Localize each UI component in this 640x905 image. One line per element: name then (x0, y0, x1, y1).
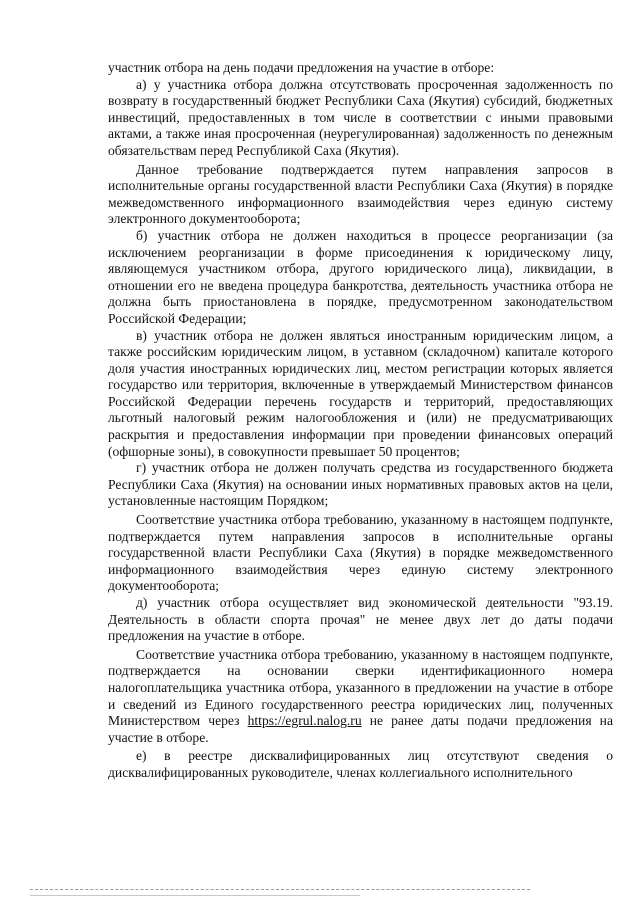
document-body (108, 60, 613, 782)
paragraph-intro: участник отбора на день подачи предложения на участие в отборе: (108, 60, 495, 75)
paragraph-d-confirmation (108, 647, 613, 747)
paragraph-g-confirmation: Соответствие участника отбора требованию, указанному в настоящем подпункте, подтверждается путем направления запросов в исполнительные органы государственной власти Республики Саха (Якутия) в порядке межведомственного информационного взаимодействия через единую систему электронного документооборота; (108, 512, 613, 594)
paragraph-b: б) участник отбора не должен находиться в процессе реорганизации (за исключением реорганизации в форме присоединения к юридическому лицу, являющемуся участником отбора, другого юридического лица), ликвидации, в отношении его не введена процедура банкротства, деятельность участника отбора не должна быть приостановлена в порядке, предусмотренном законодательством Российской Федерации; (108, 227, 613, 326)
paragraph-v: в) участник отбора не должен являться иностранным юридическим лицом, а также российским юридическим лицом, в уставном (складочном) капитале которого доля участия иностранных юридических лиц, местом регистрации которых является государство или территория, включенные в утверждаемый Министерством финансов Российской Федерации перечень государств и территорий, предоставляющих льготный налоговый режим налогообложения и (или) не предусматривающих раскрытия и предоставления информации при проведении финансовых операций (офшорные зоны), в совокупности превышает 50 процентов; (108, 327, 613, 459)
paragraph-e: е) в реестре дисквалифицированных лиц отсутствуют сведения о дисквалифицированных руководителе, членах коллегиального исполнительного (108, 748, 613, 780)
footer-divider-secondary (30, 895, 360, 896)
paragraph-d: д) участник отбора осуществляет вид экономической деятельности "93.19. Деятельность в области спорта прочая" не менее двух лет до даты подачи предложения на участие в отборе. (108, 595, 613, 644)
paragraph-d-confirmation-text-after: не ранее даты подачи предложения на участие в отборе. (108, 713, 613, 745)
paragraph-a-confirmation: Данное требование подтверждается путем направления запросов в исполнительные органы государственной власти Республики Саха (Якутия) в порядке межведомственного информационного взаимодействия через единую систему электронного документооборота; (108, 161, 613, 227)
footer-divider (30, 889, 530, 890)
paragraph-g: г) участник отбора не должен получать средства из государственного бюджета Республики Саха (Якутия) на основании иных нормативных правовых актов на цели, установленные настоящим Порядком; (108, 460, 613, 509)
paragraph-a: а) у участника отбора должна отсутствовать просроченная задолженность по возврату в государственный бюджет Республики Саха (Якутия) субсидий, бюджетных инвестиций, предоставленных в том числе в соответствии с иными правовыми актами, а также иная просроченная (неурегулированная) задолженность по денежным обязательствам перед Республикой Саха (Якутия). (108, 76, 613, 158)
paragraph-d-confirmation-text-before: Соответствие участника отбора требованию, указанному в настоящем подпункте, подтверждается на основании сверки идентификационного номера налогоплательщика участника отбора, указанного в предложении на участие в отборе и сведений из Единого государственного реестра юридических лиц, полученных Министерством через (108, 646, 613, 729)
egrul-link[interactable]: https://egrul.nalog.ru (247, 713, 362, 729)
